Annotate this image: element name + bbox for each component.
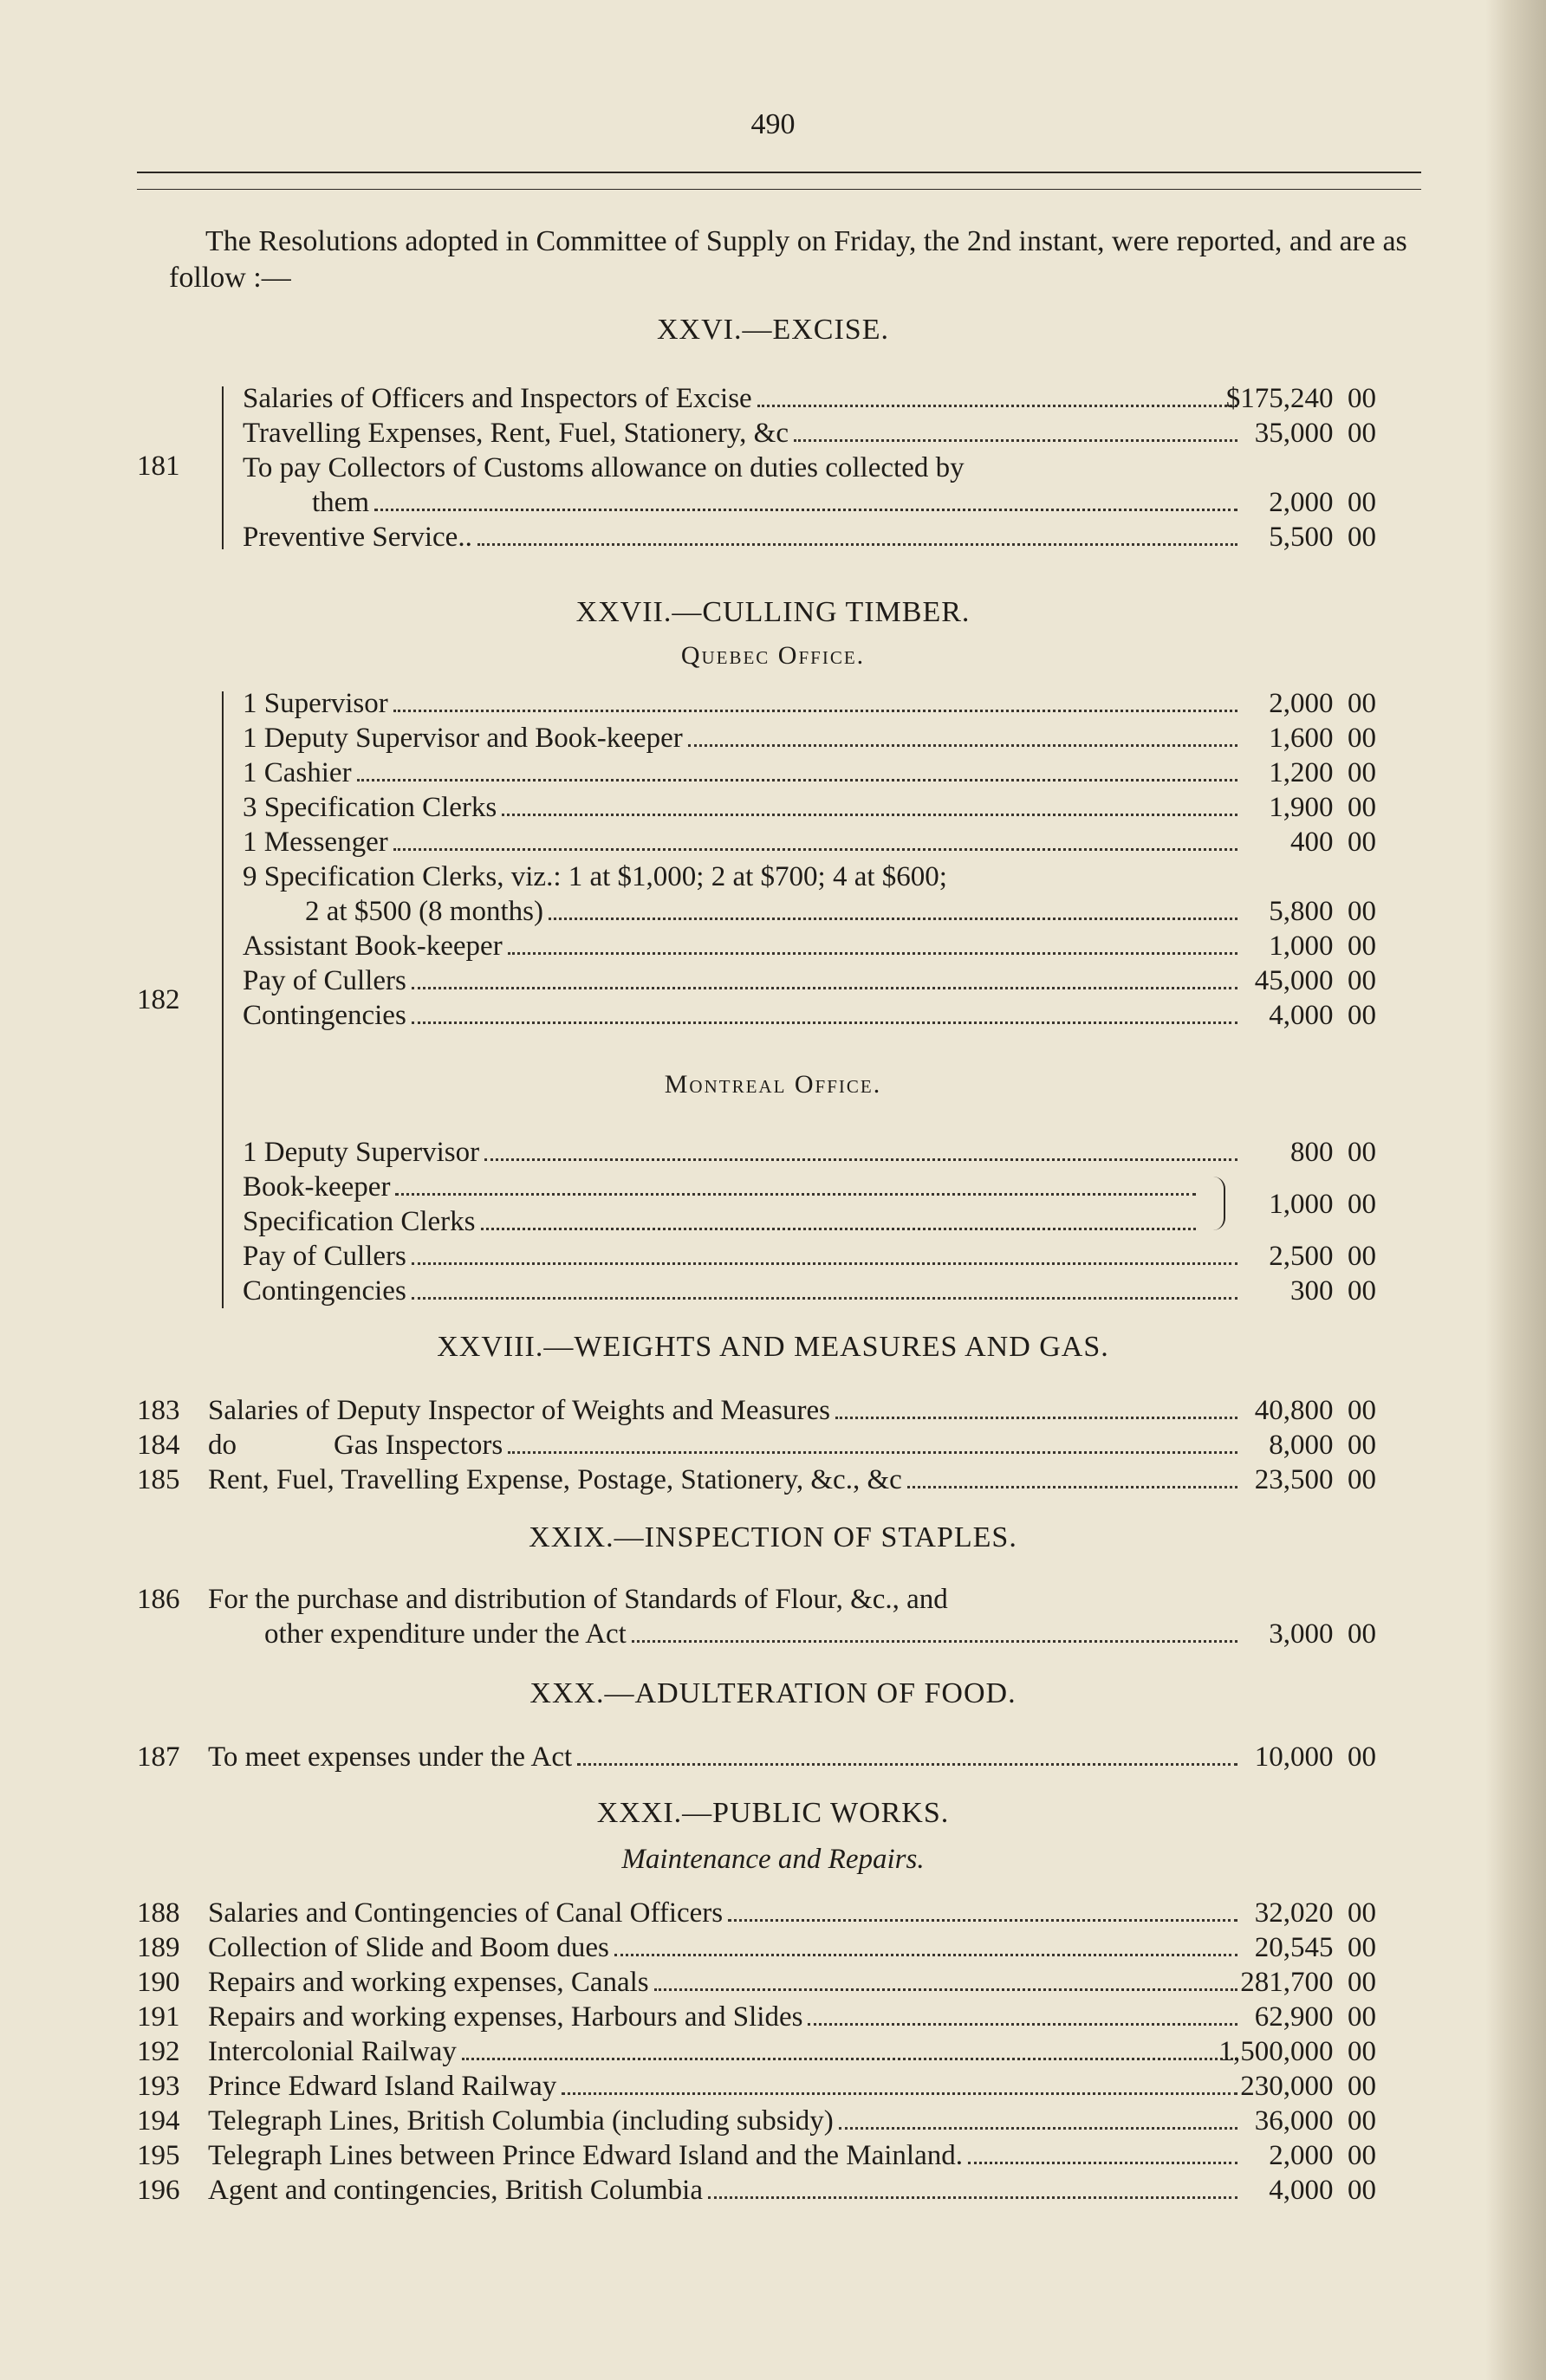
- list-item: [0, 2034, 1546, 2069]
- right-brace: [1213, 1177, 1225, 1230]
- item-amount: 3,000: [1269, 1618, 1334, 1650]
- item-cents: 00: [1348, 896, 1376, 927]
- item-amount: 20,545: [1254, 1932, 1334, 1963]
- dot-leader: [577, 1763, 1237, 1766]
- list-item: [0, 1239, 1546, 1274]
- list-item: [0, 1740, 1546, 1774]
- item-amount: 4,000: [1269, 2175, 1334, 2206]
- item-number: 182: [137, 984, 180, 1015]
- item-amount: $175,240: [1225, 383, 1334, 414]
- list-item: [0, 1428, 1546, 1462]
- list-item: [0, 2069, 1546, 2104]
- item-cents: 00: [1348, 1618, 1376, 1650]
- list-item: [0, 721, 1546, 756]
- dot-leader: [549, 918, 1237, 920]
- section-heading-staples: XXIX.—INSPECTION OF STAPLES.: [529, 1521, 1017, 1553]
- item-label: To meet expenses under the Act: [208, 1741, 573, 1773]
- item-amount: 1,000: [1269, 931, 1334, 962]
- item-amount: 800: [1290, 1137, 1334, 1168]
- item-number: 190: [137, 1967, 180, 1998]
- item-number: 195: [137, 2140, 180, 2171]
- item-number: 189: [137, 1932, 180, 1963]
- item-label: Agent and contingencies, British Columbia: [208, 2175, 703, 2206]
- item-label: Preventive Service..: [243, 522, 472, 553]
- item-label: Contingencies: [243, 1000, 406, 1031]
- item-cents: 00: [1348, 723, 1376, 754]
- item-cents: 00: [1348, 1464, 1376, 1495]
- item-label: 2 at $500 (8 months): [305, 896, 543, 927]
- dot-leader: [462, 2058, 1237, 2060]
- dot-leader: [632, 1640, 1237, 1643]
- item-cents: 00: [1348, 931, 1376, 962]
- item-label: Salaries and Contingencies of Canal Officers: [208, 1897, 724, 1929]
- item-label: Book-keeper: [243, 1171, 391, 1203]
- dot-leader: [393, 848, 1237, 851]
- dot-leader: [412, 1262, 1237, 1265]
- list-item: [0, 2138, 1546, 2173]
- list-item: [0, 790, 1546, 825]
- list-item: [0, 1274, 1546, 1308]
- list-item: [0, 2173, 1546, 2208]
- item-label: Rent, Fuel, Travelling Expense, Postage, Stationery, &c., &c: [208, 1464, 902, 1495]
- dot-leader: [508, 1451, 1237, 1454]
- item-label: 1 Messenger: [243, 827, 388, 858]
- item-number: 181: [137, 451, 180, 482]
- item-amount: 1,200: [1269, 757, 1334, 788]
- item-amount: 62,900: [1254, 2001, 1334, 2033]
- item-number: 185: [137, 1464, 180, 1495]
- item-cents: 00: [1348, 2140, 1376, 2171]
- item-label: For the purchase and distribution of Standards of Flour, &c., and: [208, 1584, 948, 1615]
- dot-leader: [395, 1193, 1196, 1196]
- item-label: Specification Clerks: [243, 1206, 476, 1237]
- dot-leader: [481, 1228, 1196, 1230]
- item-cents: 00: [1348, 418, 1376, 449]
- item-cents: 00: [1348, 1967, 1376, 1998]
- list-item: [0, 686, 1546, 721]
- item-cents: 00: [1348, 1275, 1376, 1307]
- item-number: 188: [137, 1897, 180, 1929]
- item-number: 193: [137, 2071, 180, 2102]
- item-number: 192: [137, 2036, 180, 2067]
- list-item: [0, 1582, 1546, 1617]
- item-label: Pay of Cullers: [243, 965, 406, 996]
- subheading-montreal: Montreal Office.: [664, 1070, 882, 1099]
- item-label: Telegraph Lines, British Columbia (including subsidy): [208, 2105, 834, 2137]
- item-number: 186: [137, 1584, 180, 1615]
- item-cents: 00: [1348, 1932, 1376, 1963]
- list-item: [0, 2000, 1546, 2034]
- item-amount: 45,000: [1254, 965, 1334, 996]
- item-label: Repairs and working expenses, Canals: [208, 1967, 649, 1998]
- list-item: [0, 1189, 1546, 1239]
- section-heading-culling: XXVII.—CULLING TIMBER.: [575, 596, 971, 628]
- item-cents: 00: [1348, 487, 1376, 518]
- item-amount: 230,000: [1240, 2071, 1334, 2102]
- item-cents: 00: [1348, 827, 1376, 858]
- item-cents: 00: [1348, 688, 1376, 719]
- list-item: [0, 381, 1546, 416]
- item-number: 191: [137, 2001, 180, 2033]
- header-rule: [137, 172, 1421, 173]
- list-item: [0, 825, 1546, 859]
- item-label: Salaries of Officers and Inspectors of Excise: [243, 383, 752, 414]
- item-cents: 00: [1348, 965, 1376, 996]
- item-amount: 35,000: [1254, 418, 1334, 449]
- item-number: 183: [137, 1395, 180, 1426]
- item-label: Collection of Slide and Boom dues: [208, 1932, 609, 1963]
- item-cents: 00: [1348, 1241, 1376, 1272]
- item-amount: 300: [1290, 1275, 1334, 1307]
- item-label: Assistant Book-keeper: [243, 931, 503, 962]
- item-amount: 281,700: [1240, 1967, 1334, 1998]
- item-cents: 00: [1348, 1741, 1376, 1773]
- item-cents: 00: [1348, 1430, 1376, 1461]
- item-cents: 00: [1348, 1000, 1376, 1031]
- item-amount: 10,000: [1254, 1741, 1334, 1773]
- item-number: 187: [137, 1741, 180, 1773]
- item-amount: 2,500: [1269, 1241, 1334, 1272]
- item-cents: 00: [1348, 2036, 1376, 2067]
- list-item: [0, 929, 1546, 963]
- item-amount: 1,500,000: [1218, 2036, 1334, 2067]
- list-item: [0, 1393, 1546, 1428]
- item-number: 184: [137, 1430, 180, 1461]
- item-number: 196: [137, 2175, 180, 2206]
- list-item: [0, 485, 1546, 520]
- dot-leader: [357, 779, 1237, 781]
- item-amount: 5,800: [1269, 896, 1334, 927]
- item-label: Prince Edward Island Railway: [208, 2071, 557, 2102]
- item-amount: 5,500: [1269, 522, 1334, 553]
- list-item: [0, 859, 1546, 894]
- list-item: [0, 894, 1546, 929]
- item-amount: 2,000: [1269, 487, 1334, 518]
- dot-leader: [508, 952, 1237, 955]
- item-amount: 23,500: [1254, 1464, 1334, 1495]
- subheading-quebec: Quebec Office.: [680, 641, 866, 670]
- list-item: [0, 1896, 1546, 1930]
- item-cents: 00: [1348, 757, 1376, 788]
- item-amount: 400: [1290, 827, 1334, 858]
- list-item: [0, 998, 1546, 1033]
- dot-leader: [614, 1954, 1237, 1956]
- item-amount: 36,000: [1254, 2105, 1334, 2137]
- dot-leader: [477, 543, 1237, 546]
- dot-leader: [562, 2092, 1237, 2095]
- item-label: Repairs and working expenses, Harbours and Slides: [208, 2001, 803, 2033]
- item-amount: 2,000: [1269, 2140, 1334, 2171]
- item-amount: 4,000: [1269, 1000, 1334, 1031]
- dot-leader: [412, 1297, 1237, 1300]
- dot-leader: [412, 987, 1237, 989]
- item-label: 3 Specification Clerks: [243, 792, 497, 823]
- list-item: [0, 1930, 1546, 1965]
- section-heading-works: XXXI.—PUBLIC WORKS.: [596, 1797, 950, 1829]
- item-label: Travelling Expenses, Rent, Fuel, Stationery, &c: [243, 418, 789, 449]
- section-heading-excise: XXVI.—EXCISE.: [657, 314, 889, 346]
- item-cents: 00: [1348, 1137, 1376, 1168]
- item-label: Telegraph Lines between Prince Edward Island and the Mainland.: [208, 2140, 963, 2171]
- item-cents: 00: [1348, 522, 1376, 553]
- item-cents: 00: [1348, 2001, 1376, 2033]
- dot-leader: [393, 710, 1237, 712]
- list-item: [0, 1965, 1546, 2000]
- item-label: To pay Collectors of Customs allowance on duties collected by: [243, 452, 965, 483]
- dot-leader: [484, 1158, 1237, 1161]
- list-item: [0, 963, 1546, 998]
- item-label: them: [312, 487, 369, 518]
- item-label: Salaries of Deputy Inspector of Weights and Measures: [208, 1395, 830, 1426]
- item-cents: 00: [1348, 792, 1376, 823]
- item-cents: 00: [1348, 2071, 1376, 2102]
- item-label: 1 Deputy Supervisor: [243, 1137, 480, 1168]
- item-cents: 00: [1348, 1395, 1376, 1426]
- item-label: 9 Specification Clerks, viz.: 1 at $1,000; 2 at $700; 4 at $600;: [243, 861, 947, 892]
- list-item: [0, 2104, 1546, 2138]
- list-item: [0, 1135, 1546, 1170]
- item-cents: 00: [1348, 1897, 1376, 1929]
- header-rule: [137, 189, 1421, 190]
- item-label-continued: Gas Inspectors: [334, 1430, 503, 1461]
- item-label: Contingencies: [243, 1275, 406, 1307]
- dot-leader: [502, 814, 1237, 816]
- list-item: [0, 520, 1546, 554]
- section-heading-weights: XXVIII.—WEIGHTS AND MEASURES AND GAS.: [437, 1331, 1109, 1363]
- item-amount: 8,000: [1269, 1430, 1334, 1461]
- item-number: 194: [137, 2105, 180, 2137]
- dot-leader: [374, 509, 1237, 511]
- item-cents: 00: [1348, 1189, 1376, 1220]
- item-amount: 2,000: [1269, 688, 1334, 719]
- item-label: 1 Cashier: [243, 757, 352, 788]
- item-label: Intercolonial Railway: [208, 2036, 457, 2067]
- page-number: 490: [750, 108, 796, 140]
- item-label: Pay of Cullers: [243, 1241, 406, 1272]
- list-item: [0, 451, 1546, 485]
- list-item: [0, 1617, 1546, 1651]
- item-amount: 32,020: [1254, 1897, 1334, 1929]
- item-amount: 1,000: [1269, 1189, 1334, 1220]
- list-item: [0, 416, 1546, 451]
- item-label: 1 Deputy Supervisor and Book-keeper: [243, 723, 683, 754]
- item-label: other expenditure under the Act: [264, 1618, 627, 1650]
- subheading-maintenance: Maintenance and Repairs.: [621, 1844, 925, 1875]
- list-item: [0, 1462, 1546, 1497]
- item-label: do: [208, 1430, 237, 1461]
- item-amount: 1,900: [1269, 792, 1334, 823]
- list-item: [0, 756, 1546, 790]
- item-label: 1 Supervisor: [243, 688, 388, 719]
- item-amount: 40,800: [1254, 1395, 1334, 1426]
- dot-leader: [654, 1988, 1237, 1991]
- intro-paragraph: The Resolutions adopted in Committee of Supply on Friday, the 2nd instant, were reported, and are as follow :—: [169, 225, 1407, 294]
- dot-leader: [412, 1021, 1237, 1024]
- item-cents: 00: [1348, 2105, 1376, 2137]
- item-amount: 1,600: [1269, 723, 1334, 754]
- item-cents: 00: [1348, 2175, 1376, 2206]
- section-heading-food: XXX.—ADULTERATION OF FOOD.: [529, 1677, 1017, 1709]
- item-cents: 00: [1348, 383, 1376, 414]
